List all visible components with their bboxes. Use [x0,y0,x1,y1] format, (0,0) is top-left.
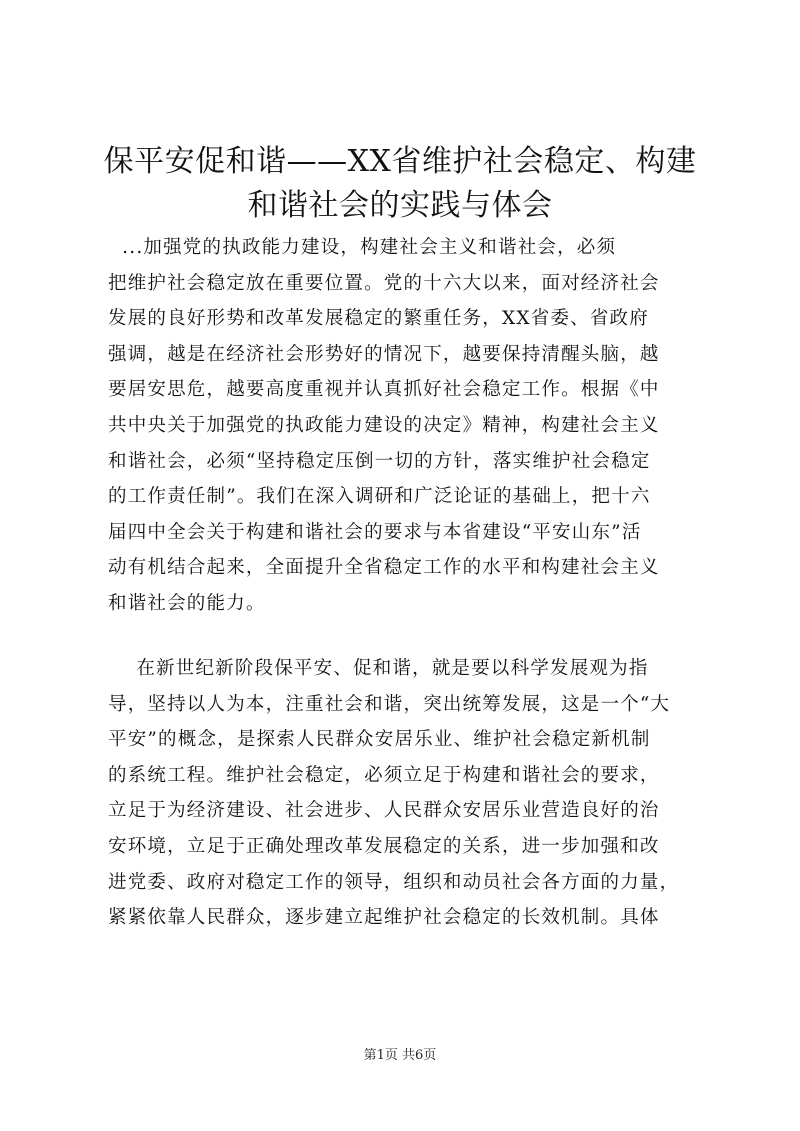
paragraph-line: 进党委、政府对稳定工作的领导，组织和动员社会各方面的力量， [108,871,680,893]
document-title-line-2: 和谐社会的实践与体会 [247,188,553,223]
paragraph-line: 在新世纪新阶段保平安、促和谐，就是要以科学发展观为指 [108,658,649,679]
paragraph-line: 的工作责任制”。我们在深入调研和广泛论证的基础上，把十六 [108,486,651,508]
paragraph-line: 和谐社会的能力。 [108,592,266,614]
paragraph-line: 和谐社会，必须“坚持稳定压倒一切的方针，落实维护社会稳定 [108,450,651,472]
paragraph-line: 届四中全会关于构建和谐社会的要求与本省建设“平安山东”活 [108,521,642,543]
paragraph-line: 共中央关于加强党的执政能力建设的决定》精神，构建社会主义 [108,414,660,436]
paragraph-line: 发展的良好形势和改革发展稳定的繁重任务，XX省委、省政府 [108,308,649,330]
page-footer: 第1页 共6页 [363,1048,437,1063]
paragraph-line: 的系统工程。维护社会稳定，必须立足于构建和谐社会的要求， [108,764,660,786]
paragraph-line: 导，坚持以人为本，注重社会和谐，突出统筹发展，这是一个“大 [108,693,671,715]
paragraph-2 [108,651,698,936]
paragraph-line: 动有机结合起来，全面提升全省稳定工作的水平和构建社会主义 [108,557,660,579]
paragraph-line: 立足于为经济建设、社会进步、人民群众安居乐业营造良好的治 [108,800,660,822]
paragraph-line: 要居安思危，越要高度重视并认真抓好社会稳定工作。根据《中 [108,379,660,401]
paragraph-1 [108,230,698,622]
document-title-line-1: 保平安促和谐——XX省维护社会稳定、构建 [103,144,697,179]
paragraph-line: 强调，越是在经济社会形势好的情况下，越要保持清醒头脑，越 [108,343,660,365]
paragraph-line: 平安”的概念，是探索人民群众安居乐业、维护社会稳定新机制 [108,729,651,751]
paragraph-line: 安环境，立足于正确处理改革发展稳定的关系，进一步加强和改 [108,835,660,857]
paragraph-line: ...加强党的执政能力建设，构建社会主义和谐社会，必须 [108,237,617,258]
paragraph-line: 把维护社会稳定放在重要位置。党的十六大以来，面对经济社会 [108,272,660,294]
paragraph-line: 紧紧依靠人民群众，逐步建立起维护社会稳定的长效机制。具体 [108,907,660,929]
